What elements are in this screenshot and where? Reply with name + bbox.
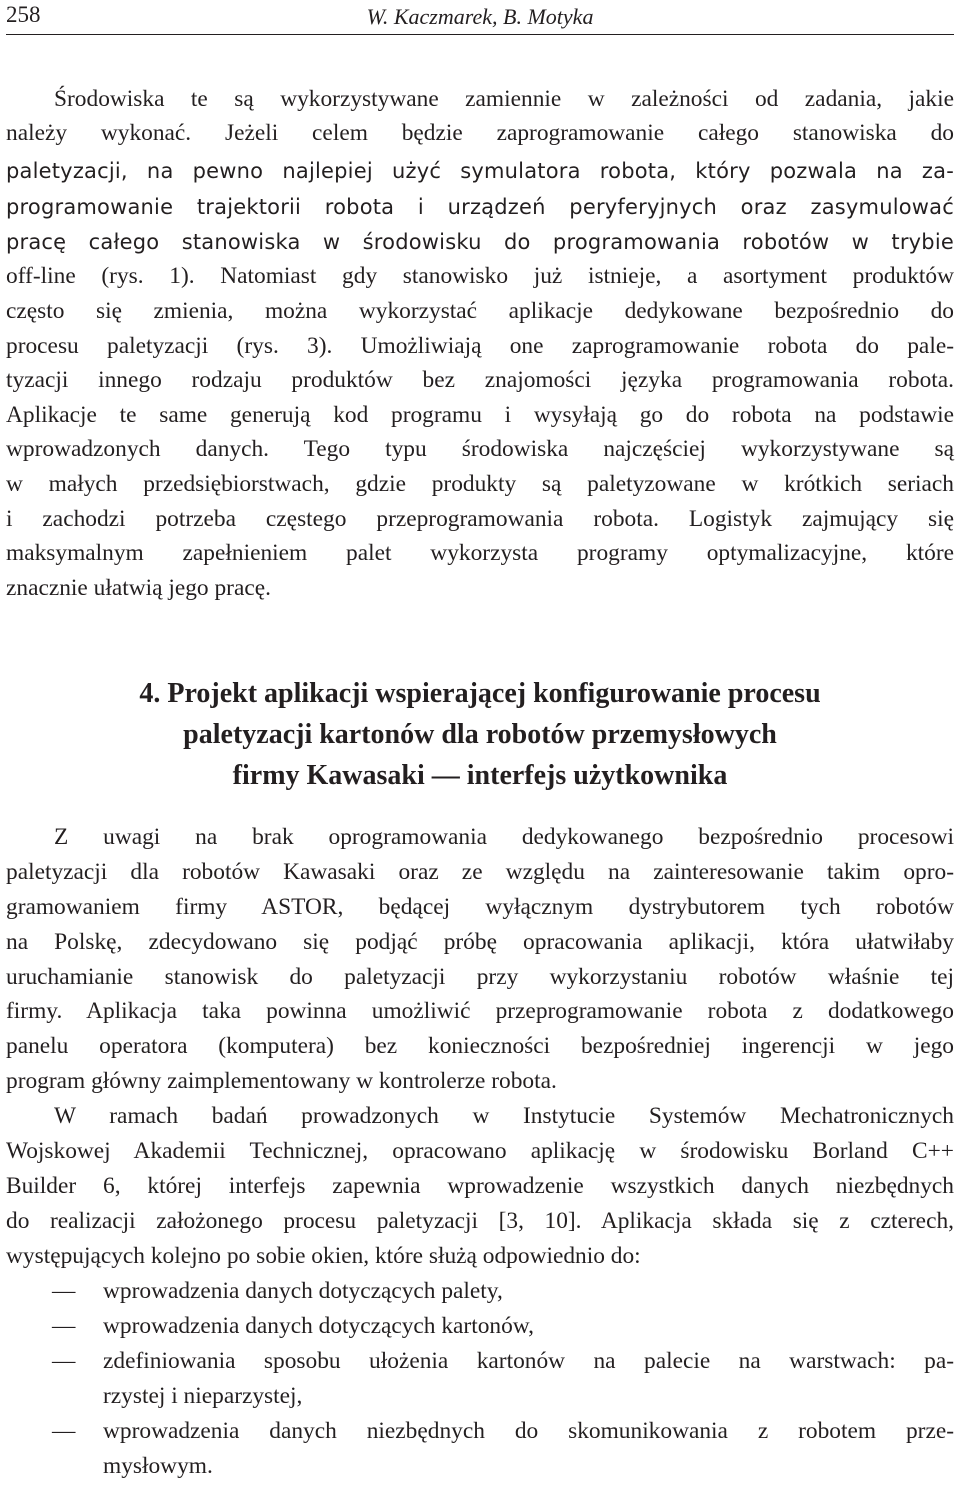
- running-head: W. Kaczmarek, B. Motyka: [366, 4, 594, 29]
- text-line: paletyzacji dla robotów Kawasaki oraz ze względu na zainteresowanie takim opro-: [6, 859, 954, 885]
- text-line: pracę całego stanowiska w środowisku do programowania robotów w trybie: [6, 230, 954, 254]
- text-line: panelu operatora (komputera) bez konieczności bezpośredniej ingerencji w jego: [6, 1033, 954, 1059]
- text-line: tyzacji innego rodzaju produktów bez znajomości języka programowania robota.: [6, 367, 954, 393]
- heading-line: 4. Projekt aplikacji wspierającej konfigurowanie procesu: [139, 678, 821, 709]
- page-number: 258: [6, 2, 41, 27]
- text-line: paletyzacji, na pewno najlepiej użyć symulatora robota, który pozwala na za-: [6, 159, 954, 183]
- text-line: do realizacji założonego procesu paletyzacji [3, 10]. Aplikacja składa się z czterech,: [6, 1208, 954, 1234]
- list-item-text: rzystej i nieparzystej,: [103, 1383, 303, 1409]
- text-line: procesu paletyzacji (rys. 3). Umożliwiają one zaprogramowanie robota do pale-: [6, 333, 954, 359]
- text-line: wprowadzonych danych. Tego typu środowiska najczęściej wykorzystywane są: [6, 436, 954, 462]
- dash-bullet: —: [52, 1278, 76, 1304]
- text-line: maksymalnym zapełnieniem palet wykorzysta programy optymalizacyjne, które: [6, 540, 954, 566]
- text-line: Builder 6, której interfejs zapewnia wprowadzenie wszystkich danych niezbędnych: [6, 1173, 954, 1199]
- text-line: W ramach badań prowadzonych w Instytucie Systemów Mechatronicznych: [54, 1103, 954, 1129]
- heading-line: firmy Kawasaki — interfejs użytkownika: [232, 760, 728, 791]
- page-header: [6, 0, 954, 35]
- dash-bullet: —: [52, 1348, 76, 1374]
- text-line: w małych przedsiębiorstwach, gdzie produkty są paletyzowane w krótkich seriach: [6, 471, 954, 497]
- text-line: na Polskę, zdecydowano się podjąć próbę opracowania aplikacji, która ułatwiłaby: [6, 929, 954, 955]
- text-line: gramowaniem firmy ASTOR, będącej wyłącznym dystrybutorem tych robotów: [6, 894, 954, 920]
- text-line: off-line (rys. 1). Natomiast gdy stanowisko już istnieje, a asortyment produktów: [6, 263, 954, 289]
- text-line: Wojskowej Akademii Technicznej, opracowano aplikację w środowisku Borland C++: [6, 1138, 954, 1164]
- text-line: program główny zaimplementowany w kontrolerze robota.: [6, 1068, 557, 1094]
- text-line: Z uwagi na brak oprogramowania dedykowanego bezpośrednio procesowi: [54, 824, 954, 850]
- text-line: często się zmienia, można wykorzystać aplikacje dedykowane bezpośrednio do: [6, 298, 954, 324]
- text-line: uruchamianie stanowisk do paletyzacji przy wykorzystaniu robotów właśnie tej: [6, 964, 954, 990]
- text-line: występujących kolejno po sobie okien, które służą odpowiednio do:: [6, 1243, 641, 1269]
- text-line: firmy. Aplikacja taka powinna umożliwić przeprogramowanie robota z dodatkowego: [6, 998, 954, 1024]
- list-item-text: wprowadzenia danych niezbędnych do skomunikowania z robotem prze-: [103, 1418, 954, 1444]
- dash-bullet: —: [52, 1418, 76, 1444]
- list-item-text: zdefiniowania sposobu ułożenia kartonów na palecie na warstwach: pa-: [103, 1348, 954, 1374]
- dash-bullet: —: [52, 1313, 76, 1339]
- heading-line: paletyzacji kartonów dla robotów przemysłowych: [183, 719, 777, 750]
- list-item-text: wprowadzenia danych dotyczących kartonów,: [103, 1313, 535, 1339]
- list-item-text: wprowadzenia danych dotyczących palety,: [103, 1278, 503, 1304]
- text-line: i zachodzi potrzeba częstego przeprogramowania robota. Logistyk zajmujący się: [6, 506, 954, 532]
- text-line: znacznie ułatwią jego pracę.: [6, 575, 271, 601]
- text-line: Aplikacje te same generują kod programu i wysyłają go do robota na podstawie: [6, 402, 954, 428]
- list-item-text: mysłowym.: [103, 1453, 213, 1479]
- text-line: Środowiska te są wykorzystywane zamiennie w zależności od zadania, jakie: [54, 86, 954, 112]
- text-line: należy wykonać. Jeżeli celem będzie zaprogramowanie całego stanowiska do: [6, 120, 954, 146]
- text-line: programowanie trajektorii robota i urządzeń peryferyjnych oraz zasymulować: [6, 195, 954, 219]
